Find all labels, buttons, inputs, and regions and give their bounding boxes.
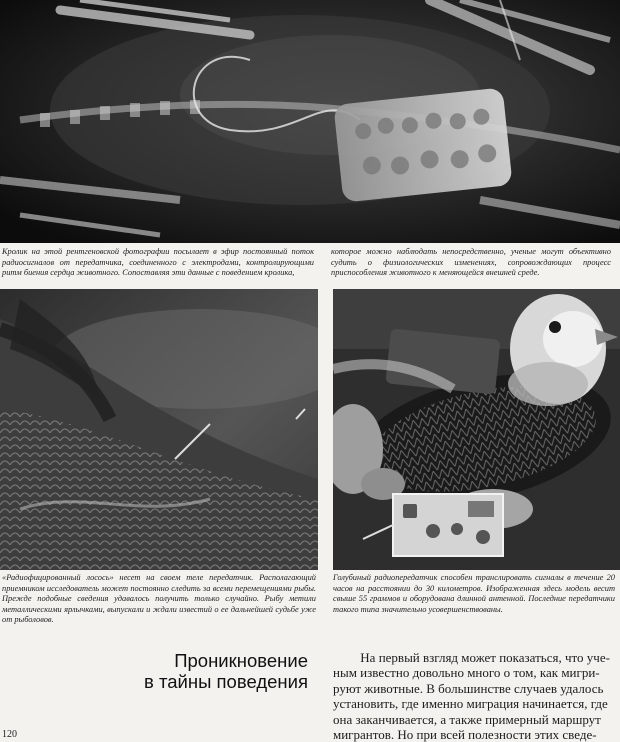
caption-salmon: «Радиофицированный лосось» несет на своем теле передатчик. Располагающий приемником исследователь может постоянно следить за всеми перемещениями рыбы. Прежде подобные сведения удавалось получить только случайно. Рыбу метили металлическими ярлычками, выпускали и ждали известий о ее дальнейшей судьбе уже от рыболовов. [2, 573, 316, 625]
salmon-image [0, 289, 318, 570]
section-heading [130, 650, 308, 692]
body-line: На первый взгляд может показаться, что уче- [360, 650, 610, 665]
caption-xray-right: которое можно наблюдать непосредственно, ученые могут объективно судить о физиологических изменениях, сопровождающих процесс приспособления животного к меняющейся внешней среде. [331, 247, 611, 278]
body-paragraph [333, 650, 616, 742]
body-line: руют животные. В большинстве случаев удалось [333, 680, 604, 696]
xray-rabbit-image [0, 0, 620, 243]
body-line: мигрантов. Но при всей полезности этих сведе- [333, 727, 597, 742]
pigeon-photo [333, 289, 620, 570]
section-heading-line-1: Проникновение [174, 650, 308, 671]
body-line: установить, где именно миграция начинается, где [333, 696, 608, 712]
body-line: ным известно довольно много о том, как мигри- [333, 665, 600, 681]
caption-xray-left: Кролик на этой рентгеновской фотографии посылает в эфир постоянный поток радиосигналов от передатчика, соединенного с электродами, контролирующими ритм биения сердца животного. Сопоставляя эти данные с поведением кролика, [2, 247, 314, 278]
pigeon-image [333, 289, 620, 570]
body-line: она заканчивается, а также примерный маршрут [333, 711, 601, 727]
xray-rabbit-photo [0, 0, 620, 243]
page-number: 120 [2, 729, 17, 740]
salmon-photo [0, 289, 318, 570]
section-heading-line-2: в тайны поведения [144, 671, 308, 692]
caption-pigeon: Голубиный радиопередатчик способен транслировать сигналы в течение 20 часов на расстоянии до 30 километров. Изображенная здесь модель весит свыше 55 граммов и оборудована длинной антенной. Последние передатчики такого типа значительно усовершенствованы. [333, 573, 615, 614]
